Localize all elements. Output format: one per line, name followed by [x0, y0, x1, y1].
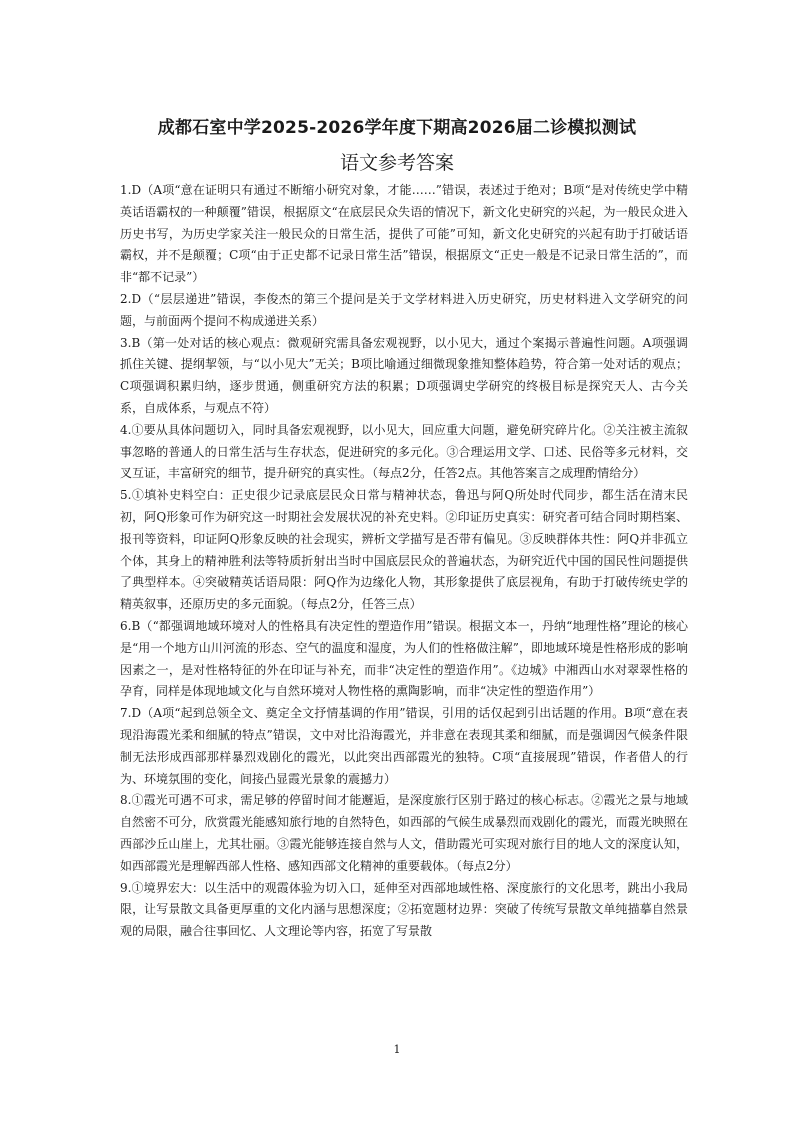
- document-subtitle: 语文参考答案: [339, 152, 454, 174]
- answer-item-2: 2.D（“层层递进”错误，李俊杰的第三个提问是关于文学材料进入历史研究，历史材料进入文学研究的问题，与前面两个提问不构成递进关系）: [120, 291, 688, 328]
- answer-item-4: 4.①要从具体问题切入，同时具备宏观视野，以小见大，回应重大问题，避免研究碎片化。②关注被主流叙事忽略的普通人的日常生活与生存状态，促进研究的多元化。③合理运用文学、口述、民俗等多元材料，交叉互证，丰富研究的细节，提升研究的真实性。（每点2分，任答2点。其他答案言之成理酌情给分）: [120, 422, 688, 481]
- answer-item-5: 5.①填补史料空白：正史很少记录底层民众日常与精神状态，鲁迅与阿Q所处时代同步，都生活在清末民初，阿Q形象可作为研究这一时期社会发展状况的补充史料。②印证历史真实：研究者可结合同时期档案、报刊等资料，印证阿Q形象反映的社会现实，辨析文学描写是否带有偏见。③反映群体共性：阿Q并非孤立个体，其身上的精神胜利法等特质折射出当时中国底层民众的普遍状态，为研究近代中国的国民性问题提供了典型样本。④突破精英话语局限：阿Q作为边缘化人物，其形象提供了底层视角，有助于打破传统史学的精英叙事，还原历史的多元面貌。（每点2分，任答三点）: [120, 488, 688, 612]
- answer-list: [120, 180, 688, 943]
- answer-item-8: 8.①霞光可遇不可求，需足够的停留时间才能邂逅，是深度旅行区别于路过的核心标志。②霞光之景与地域自然密不可分，欣赏霞光能感知旅行地的自然特色，如西部的气候生成暴烈而戏剧化的霞光，而霞光映照在西部沙丘山崖上，尤其壮丽。③霞光能够连接自然与人文，借助霞光可实现对旅行目的地人文的深度认知，如西部霞光是理解西部人性格、感知西部文化精神的重要载体。（每点2分）: [120, 793, 688, 873]
- answer-item-1: 1.D（A项“意在证明只有通过不断缩小研究对象，才能……”错误，表述过于绝对；B项“是对传统史学中精英话语霸权的一种颠覆”错误，根据原文“在底层民众失语的情况下，新文化史研究的兴起，为一般民众进入历史书写，为历史学家关注一般民众的日常生活，提供了可能”可知，新文化史研究的兴起有助于打破话语霸权，并不是颠覆；C项“由于正史都不记录日常生活”错误，根据原文“正史一般是不记录日常生活的”，而非“都不记录”）: [120, 183, 688, 285]
- answer-item-7: 7.D（A项“起到总领全文、奠定全文抒情基调的作用”错误，引用的话仅起到引出话题的作用。B项“意在表现沿海霞光柔和细腻的特点”错误，文中对比沿海霞光，并非意在表现其柔和细腻，而是强调因气候条件限制无法形成西部那样暴烈戏剧化的霞光，以此突出西部霞光的独特。C项“直接展现”错误，作者借人的行为、环境氛围的变化，间接凸显霞光景象的震撼力）: [120, 706, 688, 786]
- answer-item-3: 3.B（第一处对话的核心观点：微观研究需具备宏观视野，以小见大，通过个案揭示普遍性问题。A项强调抓住关键、提纲挈领，与“以小见大”无关；B项比喻通过细微现象推知整体趋势，符合第一处对话的观点；C项强调积累归纳，逐步贯通，侧重研究方法的积累；D项强调史学研究的终极目标是探究天人、古今关系，自成体系，与观点不符）: [120, 335, 688, 415]
- page-number: 1: [393, 1043, 401, 1056]
- answer-item-6: 6.B（“都强调地域环境对人的性格具有决定性的塑造作用”错误。根据文本一，丹纳“地理性格”理论的核心是“用一个地方山川河流的形态、空气的温度和湿度，为人们的性格做注解”，即地域环境是性格形成的影响因素之一，是对性格特征的外在印证与补充，而非“决定性的塑造作用”。《边城》中湘西山水对翠翠性格的孕育，同样是体现地域文化与自然环境对人物性格的熏陶影响，而非“决定性的塑造作用”）: [120, 618, 688, 699]
- answer-item-9: 9.①境界宏大：以生活中的观霞体验为切入口，延伸至对西部地域性格、深度旅行的文化思考，跳出小我局限，让写景散文具备更厚重的文化内涵与思想深度；②拓宽题材边界：突破了传统写景散文单纯描摹自然景观的局限，融合往事回忆、人文理论等内容，拓宽了写景散: [120, 880, 688, 939]
- document-title: 成都石室中学2025-2026学年度下期高2026届二诊模拟测试: [157, 118, 637, 138]
